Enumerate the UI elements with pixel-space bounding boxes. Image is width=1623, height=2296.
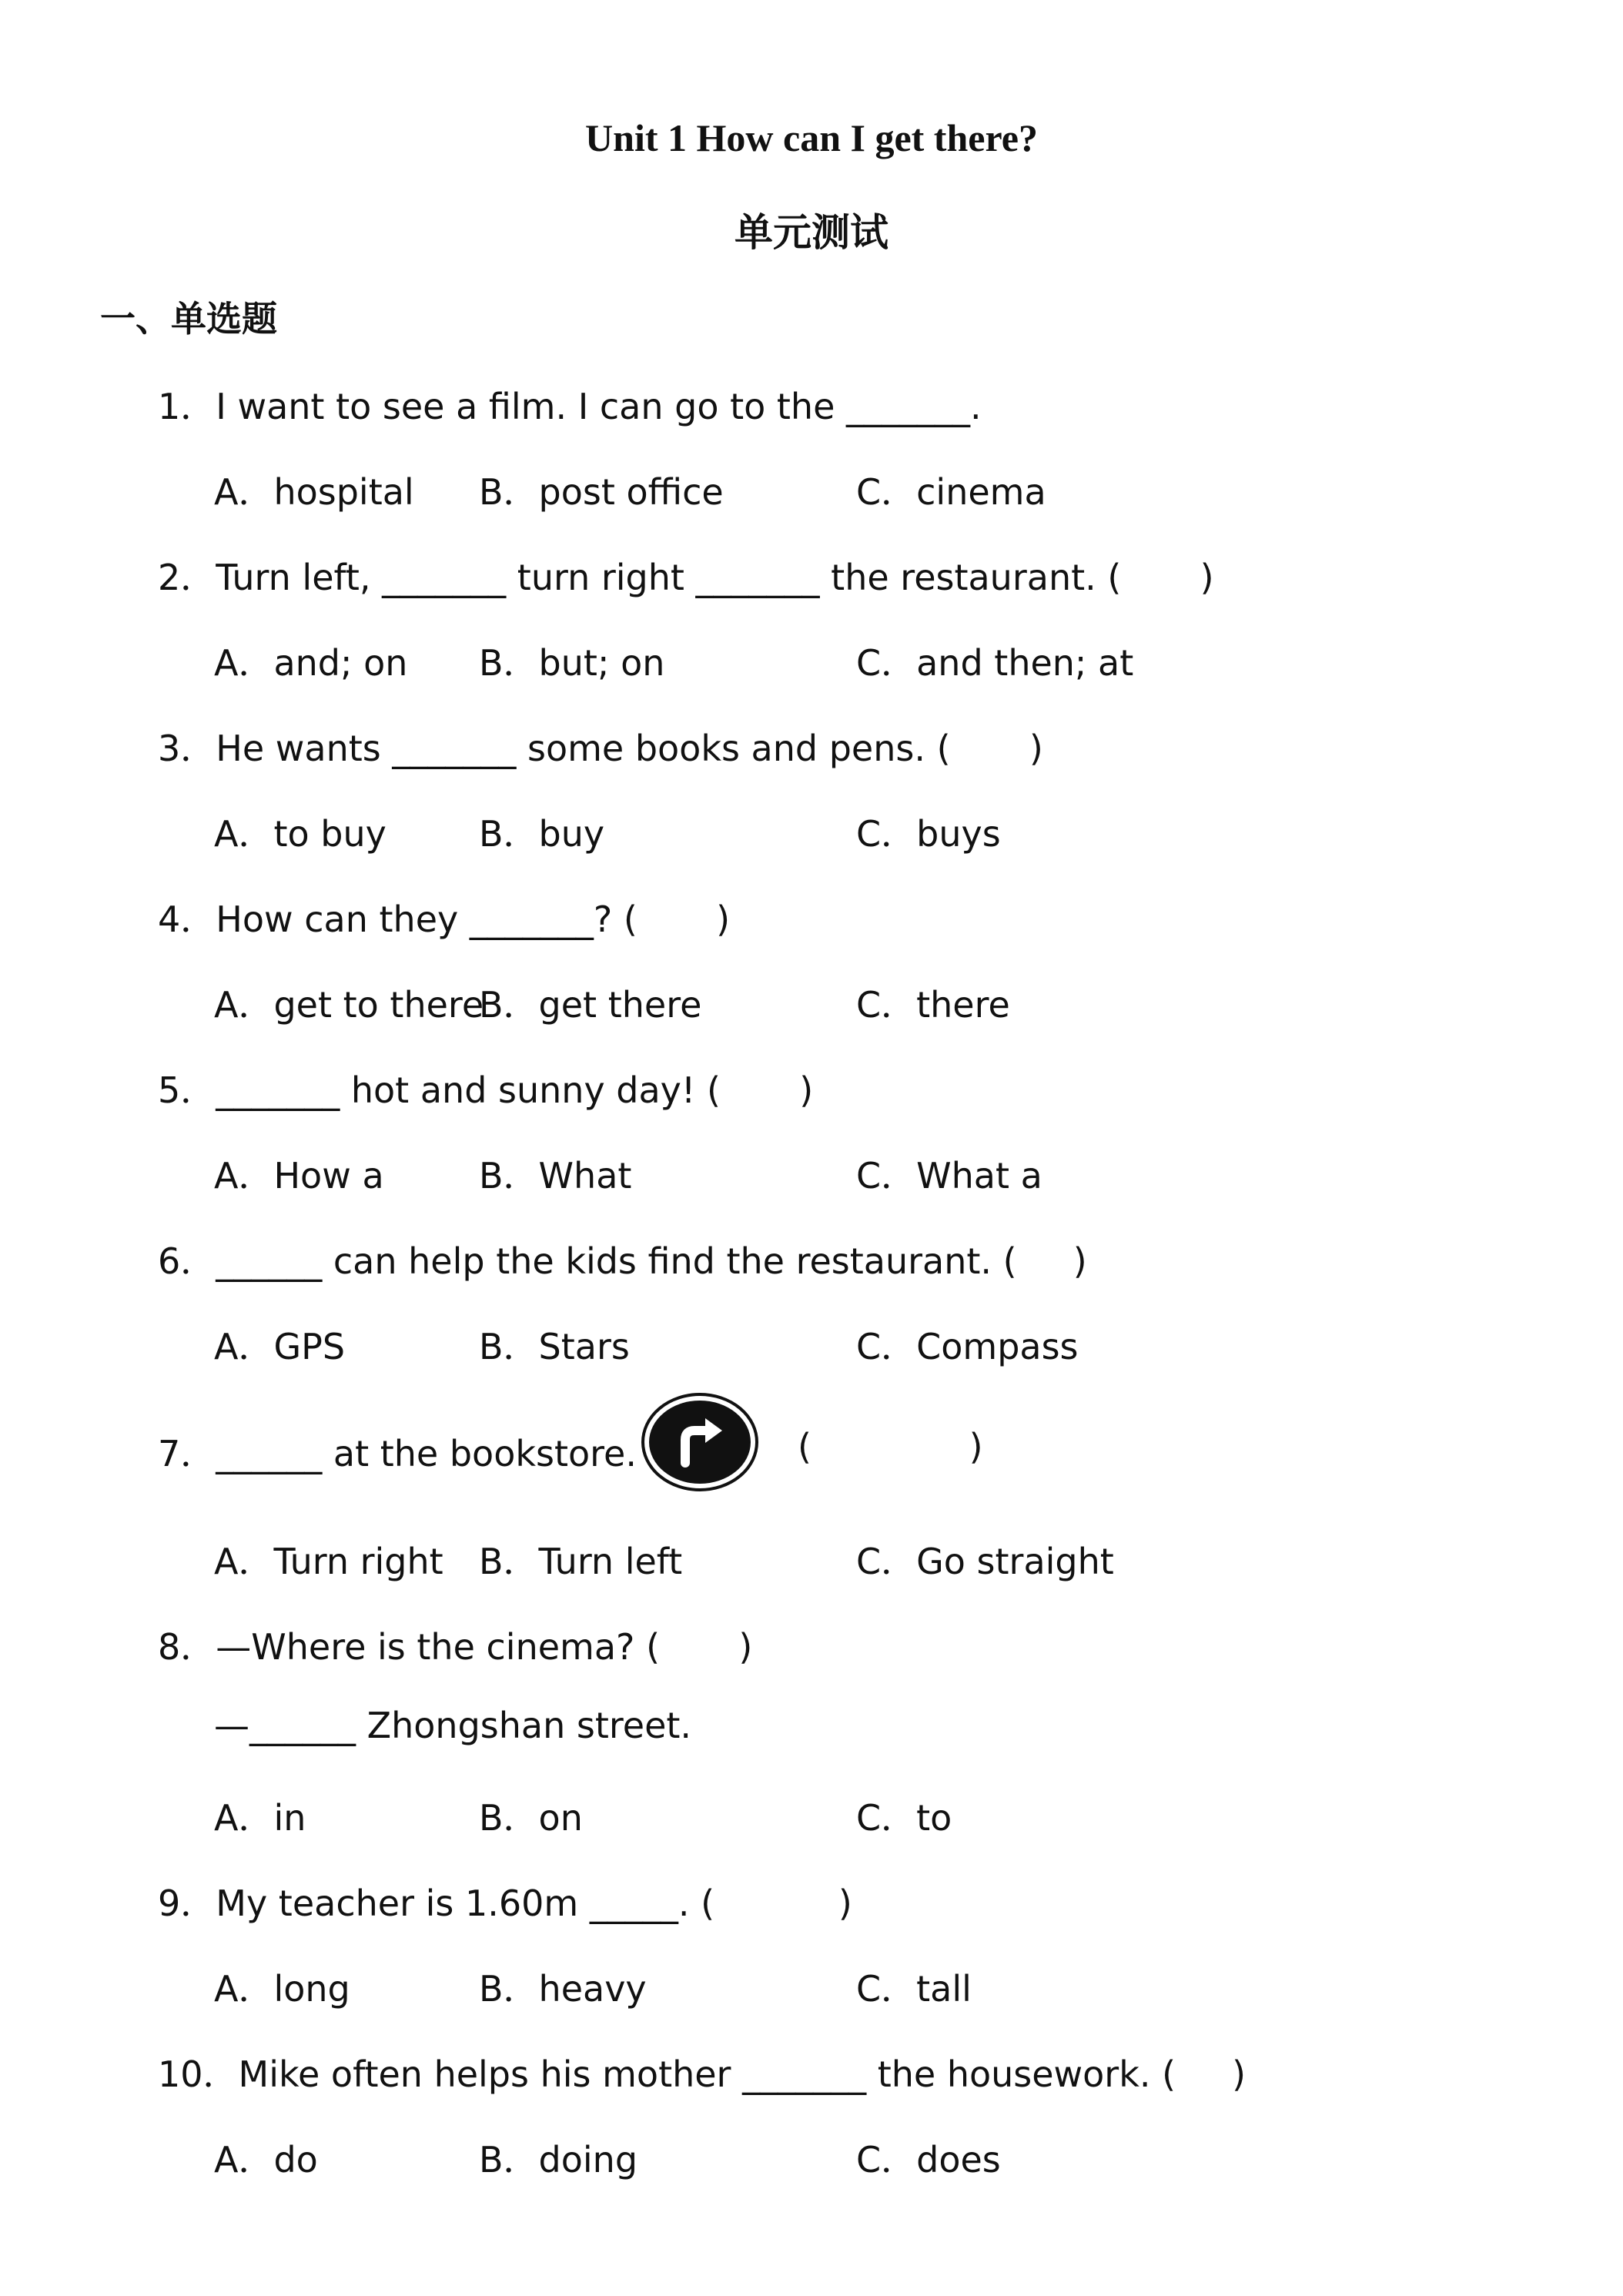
question-9-stem: 9．My teacher is 1.60m _____. ( )	[158, 1883, 852, 1924]
question-1-option-b: B．post office	[479, 471, 724, 513]
section-heading: 一、单选题	[100, 298, 277, 340]
question-2-option-b: B．but; on	[479, 642, 665, 684]
question-10-stem: 10．Mike often helps his mother _______ the housework. ( )	[158, 2053, 1247, 2095]
question-3-option-b: B．buy	[479, 813, 605, 855]
question-2-option-a: A．and; on	[214, 642, 408, 684]
question-9-option-a: A．long	[214, 1968, 350, 2010]
question-9-option-b: B．heavy	[479, 1968, 647, 2010]
question-5-option-a: A．How a	[214, 1155, 384, 1197]
question-3-option-c: C．buys	[856, 813, 1001, 855]
question-7-option-b: B．Turn left	[479, 1541, 683, 1582]
question-3-stem: 3．He wants _______ some books and pens. ( )	[158, 728, 1043, 769]
turn-right-arrow-icon	[641, 1392, 759, 1492]
question-6-option-c: C．Compass	[856, 1326, 1079, 1367]
page-title: Unit 1 How can I get there?	[585, 116, 1038, 159]
question-8-option-a: A．in	[214, 1797, 306, 1839]
question-4-option-c: C．there	[856, 984, 1010, 1026]
question-2-stem: 2．Turn left, _______ turn right _______ the restaurant. ( )	[158, 557, 1214, 598]
question-1-option-a: A．hospital	[214, 471, 414, 513]
question-6-option-b: B．Stars	[479, 1326, 630, 1367]
question-8-stem: 8．—Where is the cinema? ( )	[158, 1626, 753, 1668]
question-1-option-c: C．cinema	[856, 471, 1046, 513]
question-4-option-b: B．get there	[479, 984, 702, 1026]
question-8-option-c: C．to	[856, 1797, 952, 1839]
question-10-option-b: B．doing	[479, 2139, 638, 2181]
question-8-reply: —______ Zhongshan street.	[214, 1705, 692, 1746]
question-10-option-c: C．does	[856, 2139, 1001, 2181]
question-6-stem: 6．______ can help the kids find the restaurant. ( )	[158, 1240, 1087, 1282]
question-6-option-a: A．GPS	[214, 1326, 346, 1367]
question-3-option-a: A．to buy	[214, 813, 387, 855]
question-10-option-a: A．do	[214, 2139, 318, 2181]
question-9-option-c: C．tall	[856, 1968, 972, 2010]
question-2-option-c: C．and then; at	[856, 642, 1134, 684]
question-7-option-c: C．Go straight	[856, 1541, 1114, 1582]
question-8-option-b: B．on	[479, 1797, 583, 1839]
question-7-option-a: A．Turn right	[214, 1541, 443, 1582]
question-4-option-a: A．get to there	[214, 984, 484, 1026]
question-5-option-c: C．What a	[856, 1155, 1042, 1197]
question-7-answer-bracket: ( )	[798, 1426, 983, 1468]
question-7-stem: 7．______ at the bookstore.	[158, 1433, 637, 1474]
question-1-stem: 1．I want to see a film. I can go to the _______.	[158, 386, 982, 427]
question-5-option-b: B．What	[479, 1155, 632, 1197]
question-4-stem: 4．How can they _______? ( )	[158, 899, 731, 940]
question-5-stem: 5．_______ hot and sunny day! ( )	[158, 1069, 814, 1111]
page-subtitle: 单元测试	[735, 210, 888, 255]
